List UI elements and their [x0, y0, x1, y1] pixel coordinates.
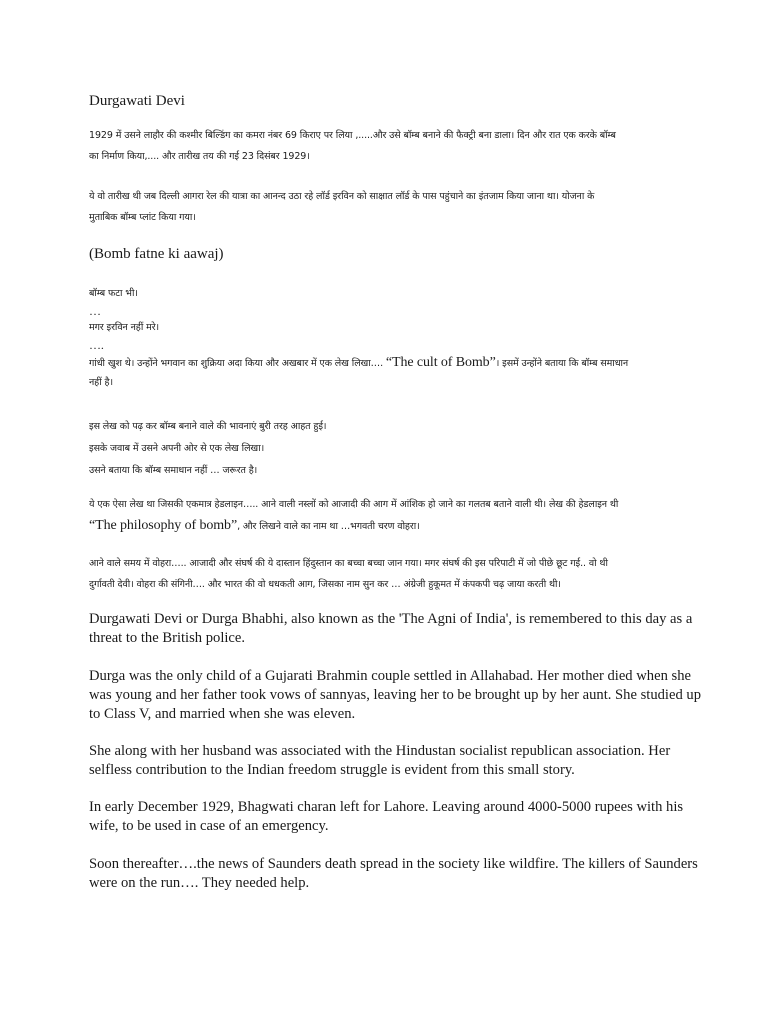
text-line: आने वाले समय में वोहरा….. आजादी और संघर्ष की ये दास्तान हिंदुस्तान का बच्चा बच्चा जान गया। मगर संघर्ष की इस परिपाटी में जो पीछे छूट गई.. वो थी — [89, 558, 608, 569]
text-line — [89, 353, 689, 374]
text-segment: गांधी खुश थे। उन्होंने भगवान का शुक्रिया अदा किया और अखबार में एक लेख लिखा…. — [89, 358, 383, 369]
text-line: मुताबिक बॉम्ब प्लांट किया गया। — [89, 212, 196, 223]
english-paragraph-3 — [89, 742, 689, 780]
text-line: मगर इरविन नहीं मरे। — [89, 322, 159, 333]
text-line: In early December 1929, Bhagwati charan left for Lahore. Leaving around 4000-5000 rupees with his — [89, 799, 684, 815]
text-segment: , और लिखने वाले का नाम था …भगवती चरण वोहरा। — [237, 521, 420, 532]
text-line: ये एक ऐसा लेख था जिसकी एकमात्र हेडलाइन….. आने वाली नस्लों को आजादी की आग में आंशिक हो जाने का गलतब बताने वाली थी। लेख की हेडलाइन थी — [89, 499, 619, 510]
text-line: Soon thereafter….the news of Saunders death spread in the society like wildfire. The killers of Saunders — [89, 856, 698, 872]
text-line: का निर्माण किया,.... और तारीख तय की गई 23 दिसंबर 1929। — [89, 151, 310, 162]
text-line: ये वो तारीख थी जब दिल्ली आगरा रेल की यात्रा का आनन्द उठा रहे लॉर्ड इरविन को साक्षात लॉर्ड के पास पहुंचाने का इंतजाम किया जाना था। योजना के — [89, 191, 595, 202]
text-line: selfless contribution to the Indian freedom struggle is evident from this small story. — [89, 762, 575, 778]
text-line: to Class V, and married when she was eleven. — [89, 706, 356, 722]
section-heading: (Bomb fatne ki aawaj) — [89, 246, 224, 262]
quoted-title: “The cult of Bomb” — [385, 355, 496, 370]
text-line: बॉम्ब फटा भी। — [89, 288, 138, 299]
english-paragraph-2 — [89, 667, 701, 724]
ellipsis-line: …. — [89, 338, 104, 352]
english-paragraph-5 — [89, 855, 698, 893]
text-line: Durgawati Devi or Durga Bhabhi, also known as the 'The Agni of India', is remembered to this day as a — [89, 611, 693, 627]
text-line: उसने बताया कि बॉम्ब समाधान नहीं … जरूरत है। — [89, 465, 258, 476]
text-line: 1929 में उसने लाहौर की कश्मीर बिल्डिंग का कमरा नंबर 69 किराए पर लिया ,.....और उसे बॉम्ब बनाने की फैक्ट्री बना डाला। दिन और रात एक करके बॉम्ब — [89, 130, 616, 141]
text-line: was young and her father took vows of sannyas, leaving her to be brought up by her aunt. She studied up — [89, 687, 701, 703]
english-paragraph-1 — [89, 610, 693, 648]
text-line: threat to the British police. — [89, 630, 246, 646]
ellipsis-line: … — [89, 304, 101, 318]
text-line: इसके जवाब में उसने अपनी ओर से एक लेख लिखा। — [89, 443, 265, 454]
doc-title: Durgawati Devi — [89, 93, 185, 109]
text-line — [89, 515, 689, 537]
text-line: Durga was the only child of a Gujarati Brahmin couple settled in Allahabad. Her mother died when she — [89, 668, 691, 684]
text-line: wife, to be used in case of an emergency. — [89, 818, 329, 834]
text-line: दुर्गावती देवी। वोहरा की संगिनी…. और भारत की वो धधकती आग, जिसका नाम सुन कर … अंग्रेजी हुकूमत में कंपकपी चढ़ जाया करती थी। — [89, 579, 561, 590]
english-paragraph-4 — [89, 798, 689, 836]
text-line: were on the run…. They needed help. — [89, 875, 310, 891]
hindi-paragraph-1 — [89, 125, 689, 167]
hindi-paragraph-3 — [89, 416, 689, 482]
quoted-title: “The philosophy of bomb” — [89, 518, 238, 533]
hindi-dialog — [89, 285, 689, 392]
text-segment: । इसमें उन्होंने बताया कि बॉम्ब समाधान — [495, 358, 629, 369]
hindi-paragraph-4 — [89, 494, 689, 537]
text-line: नहीं है। — [89, 377, 113, 388]
hindi-paragraph-2 — [89, 186, 689, 228]
hindi-paragraph-5 — [89, 553, 689, 595]
text-line: She along with her husband was associated with the Hindustan socialist republican association. Her — [89, 743, 671, 759]
text-line: इस लेख को पढ़ कर बॉम्ब बनाने वाले की भावनाएं बुरी तरह आहत हुई। — [89, 421, 327, 432]
